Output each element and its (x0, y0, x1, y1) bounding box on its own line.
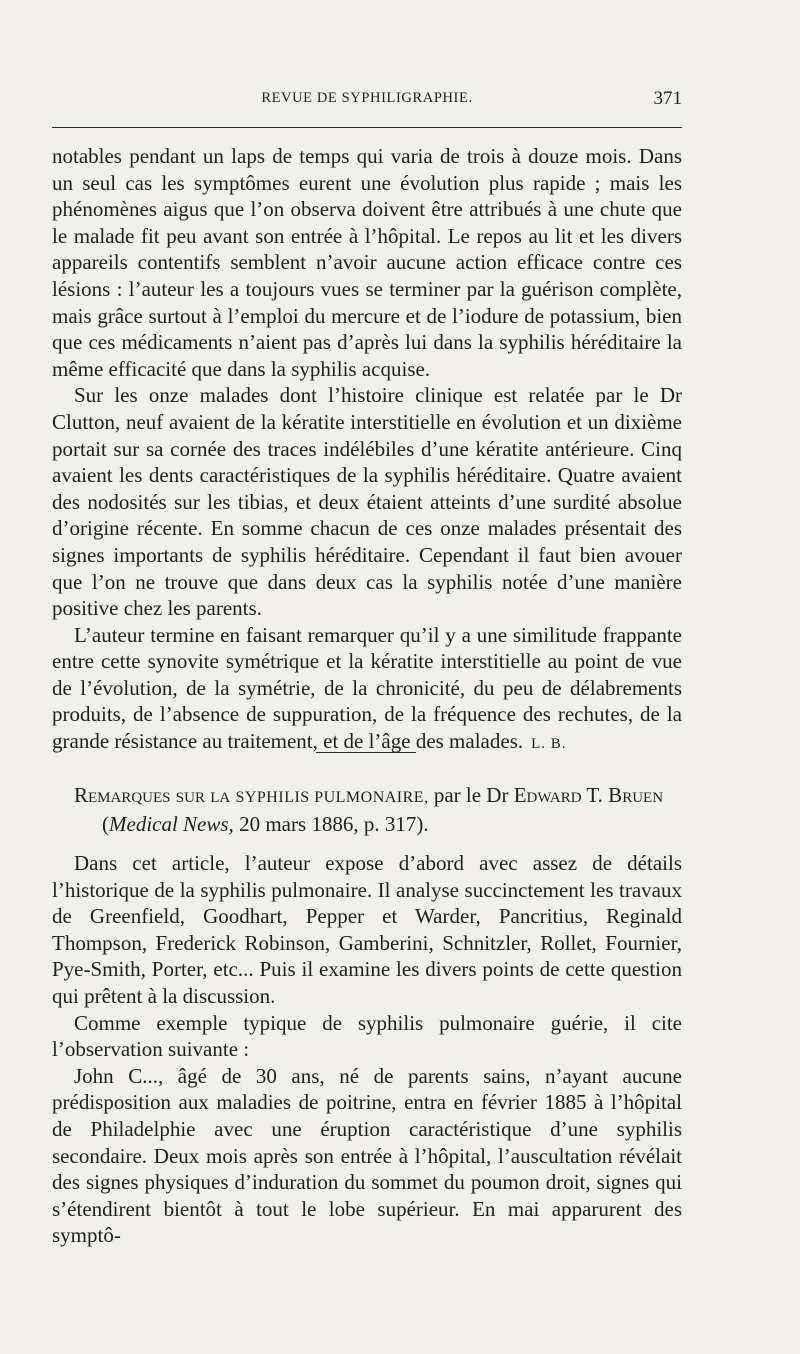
paragraph (52, 622, 682, 758)
heading-title-b: SYPHILIS PULMONAIRE, (235, 789, 429, 806)
running-title: REVUE DE SYPHILIGRAPHIE. (261, 90, 473, 106)
heading-date: 20 mars 1886, p. 317). (239, 812, 429, 836)
paragraph: notables pendant un laps de temps qui varia de trois à douze mois. Dans un seul cas les symptômes eurent une évolution plus rapide ; mais les phénomènes aigus que l’on observa doivent être attribués à une chute que le malade fit peu avant son entrée à l’hôpital. Le repos au lit et les divers appareils contentifs semblent n’avoir aucune action efficace contre ces lésions : l’auteur les a toujours vues se terminer par la guérison complète, mais grâce surtout à l’emploi du mercure et de l’iodure de potassium, bien que ces médicaments n’aient pas d’après lui dans la syphilis héréditaire la même efficacité que dans la syphilis acquise. (52, 144, 682, 381)
signature: L. B. (531, 736, 567, 753)
heading-line-1 (52, 782, 682, 811)
page-number: 371 (653, 88, 682, 109)
heading-journal: Medical News, (109, 812, 234, 836)
paragraph-text: L’auteur termine en faisant remarquer qu’il y a une similitude frappante entre cette synovite symétrique et la kératite interstitielle au point de vue de l’évolution, de la symétrie, de la chronicité, du peu de délabrements produits, de l’absence de suppuration, de la fréquence des rechutes, de la grande résistance au traitement, et de l’âge des malades. (52, 622, 682, 754)
paragraph: Comme exemple typique de syphilis pulmonaire guérie, il cite l’observation suivante : (52, 1010, 682, 1062)
heading-title-a: Remarques sur la (74, 783, 231, 807)
paragraph: John C..., âgé de 30 ans, né de parents sains, n’ayant aucune prédisposition aux maladies de poitrine, entra en février 1885 à l’hôpital de Philadelphie avec une éruption caractéristique d’une syphilis secondaire. Deux mois après son entrée à l’hôpital, l’auscultation révélait des signes physiques d’induration du sommet du poumon droit, signes qui s’étendirent bientôt à tout le lobe supérieur. En mai apparurent des symptô- (52, 1063, 682, 1248)
text-block-bottom (52, 850, 682, 1249)
running-head (52, 90, 682, 112)
paragraph: Sur les onze malades dont l’histoire clinique est relatée par le Dr Clutton, neuf avaient de la kératite interstitielle en évolution et un dixième portait sur sa cornée des traces indélébiles d’une kératite antérieure. Cinq avaient les dents caractéristiques de la syphilis héréditaire. Quatre avaient des nodosités sur les tibias, et deux étaient atteints d’une surdité absolue d’origine récente. En somme chacun de ces onze malades présentait des signes importants de syphilis héréditaire. Cependant il faut bien avouer que l’on ne trouve que dans deux cas la syphilis notée d’une manière positive chez les parents. (52, 383, 682, 621)
paragraph: Dans cet article, l’auteur expose d’abord avec assez de détails l’historique de la syphilis pulmonaire. Il analyse succinctement les travaux de Greenfield, Goodhart, Pepper et Warder, Pancritius, Reginald Thompson, Frederick Robinson, Gamberini, Schnitzler, Rollet, Fournier, Pye-Smith, Porter, etc... Puis il examine les divers points de cette question qui prêtent à la discussion. (52, 851, 682, 1008)
heading-title-c: par le Dr (433, 783, 509, 807)
section-divider (316, 752, 416, 753)
text-block-top (52, 143, 682, 758)
heading-author: Edward T. Bruen (513, 783, 664, 807)
heading-line-2: (Medical News, 20 mars 1886, p. 317). (102, 812, 429, 836)
header-rule (52, 127, 682, 128)
article-heading (52, 782, 682, 838)
